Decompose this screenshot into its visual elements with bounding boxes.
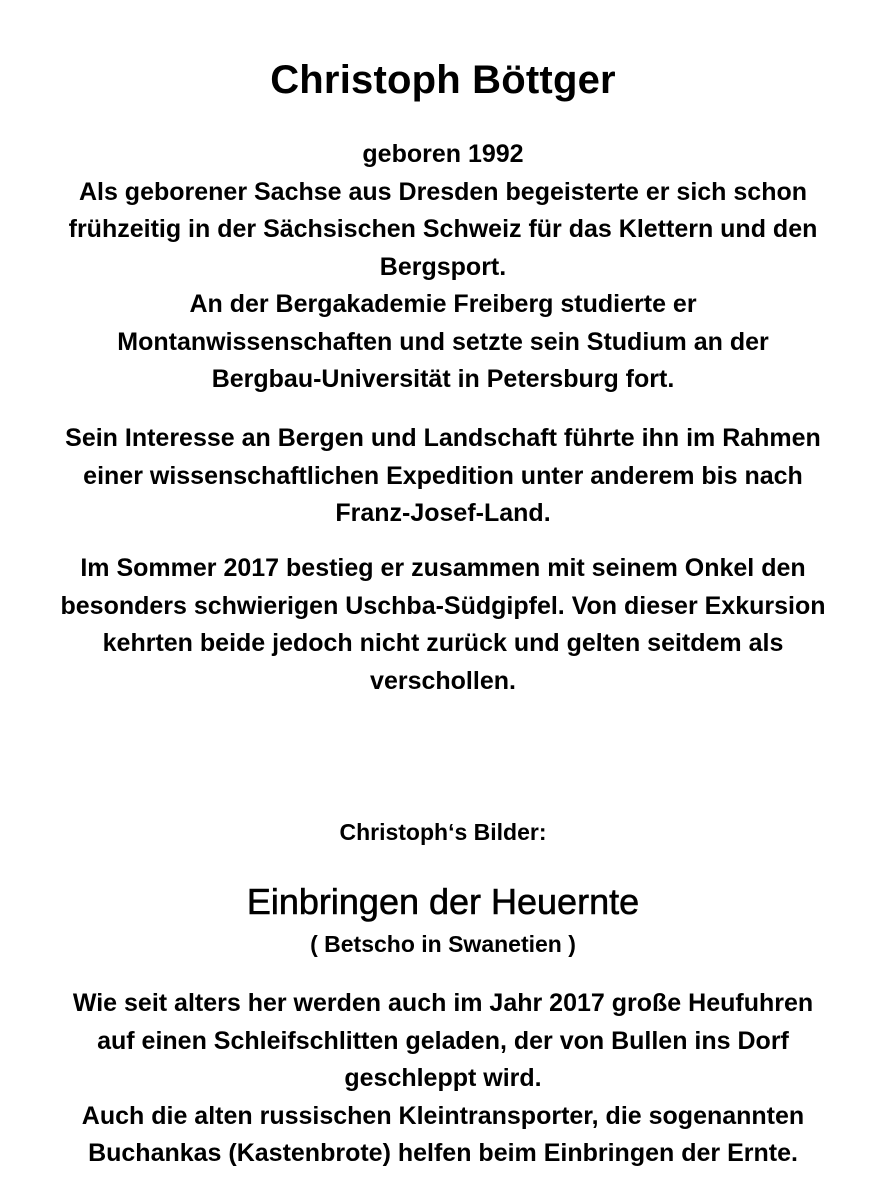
bio-line: besonders schwierigen Uschba-Südgipfel. Von dieser Exkursion: [60, 591, 826, 620]
description-line: geschleppt wird.: [344, 1064, 542, 1092]
bio-line: verschollen.: [370, 666, 516, 695]
bio-line: Montanwissenschaften und setzte sein Studium an der: [117, 327, 769, 356]
bio-line: geboren 1992: [362, 140, 524, 168]
bio-line: einer wissenschaftlichen Expedition unter anderem bis nach: [83, 461, 803, 490]
pictures-label: Christoph‘s Bilder:: [339, 819, 547, 845]
bio-paragraph-2: [10, 420, 876, 533]
picture-description: [10, 985, 876, 1173]
picture-title: Einbringen der Heuernte: [246, 881, 640, 922]
bio-paragraph-1: [10, 136, 876, 399]
bio-line: Im Sommer 2017 bestieg er zusammen mit seinem Onkel den: [80, 554, 806, 582]
bio-line: kehrten beide jedoch nicht zurück und gelten seitdem als: [102, 629, 784, 657]
description-line: Auch die alten russischen Kleintransporter, die sogenannten: [81, 1101, 805, 1130]
bio-line: Franz-Josef-Land.: [335, 499, 551, 527]
bio-line: Bergsport.: [379, 252, 507, 281]
bio-line: Sein Interesse an Bergen und Landschaft führte ihn im Rahmen: [65, 424, 821, 452]
bio-paragraph-3: [10, 550, 876, 700]
picture-location: ( Betscho in Swanetien ): [310, 931, 576, 957]
description-line: Wie seit alters her werden auch im Jahr 2017 große Heufuhren: [72, 989, 814, 1017]
bio-line: Bergbau-Universität in Petersburg fort.: [211, 365, 675, 393]
page-title: Christoph Böttger: [270, 58, 616, 102]
bio-line: frühzeitig in der Sächsischen Schweiz für das Klettern und den: [68, 215, 818, 243]
bio-line: Als geborener Sachse aus Dresden begeisterte er sich schon: [78, 177, 808, 206]
description-line: auf einen Schleifschlitten geladen, der von Bullen ins Dorf: [97, 1026, 789, 1055]
description-line: Buchankas (Kastenbrote) helfen beim Einbringen der Ernte.: [88, 1139, 798, 1167]
bio-line: An der Bergakademie Freiberg studierte er: [189, 290, 697, 318]
